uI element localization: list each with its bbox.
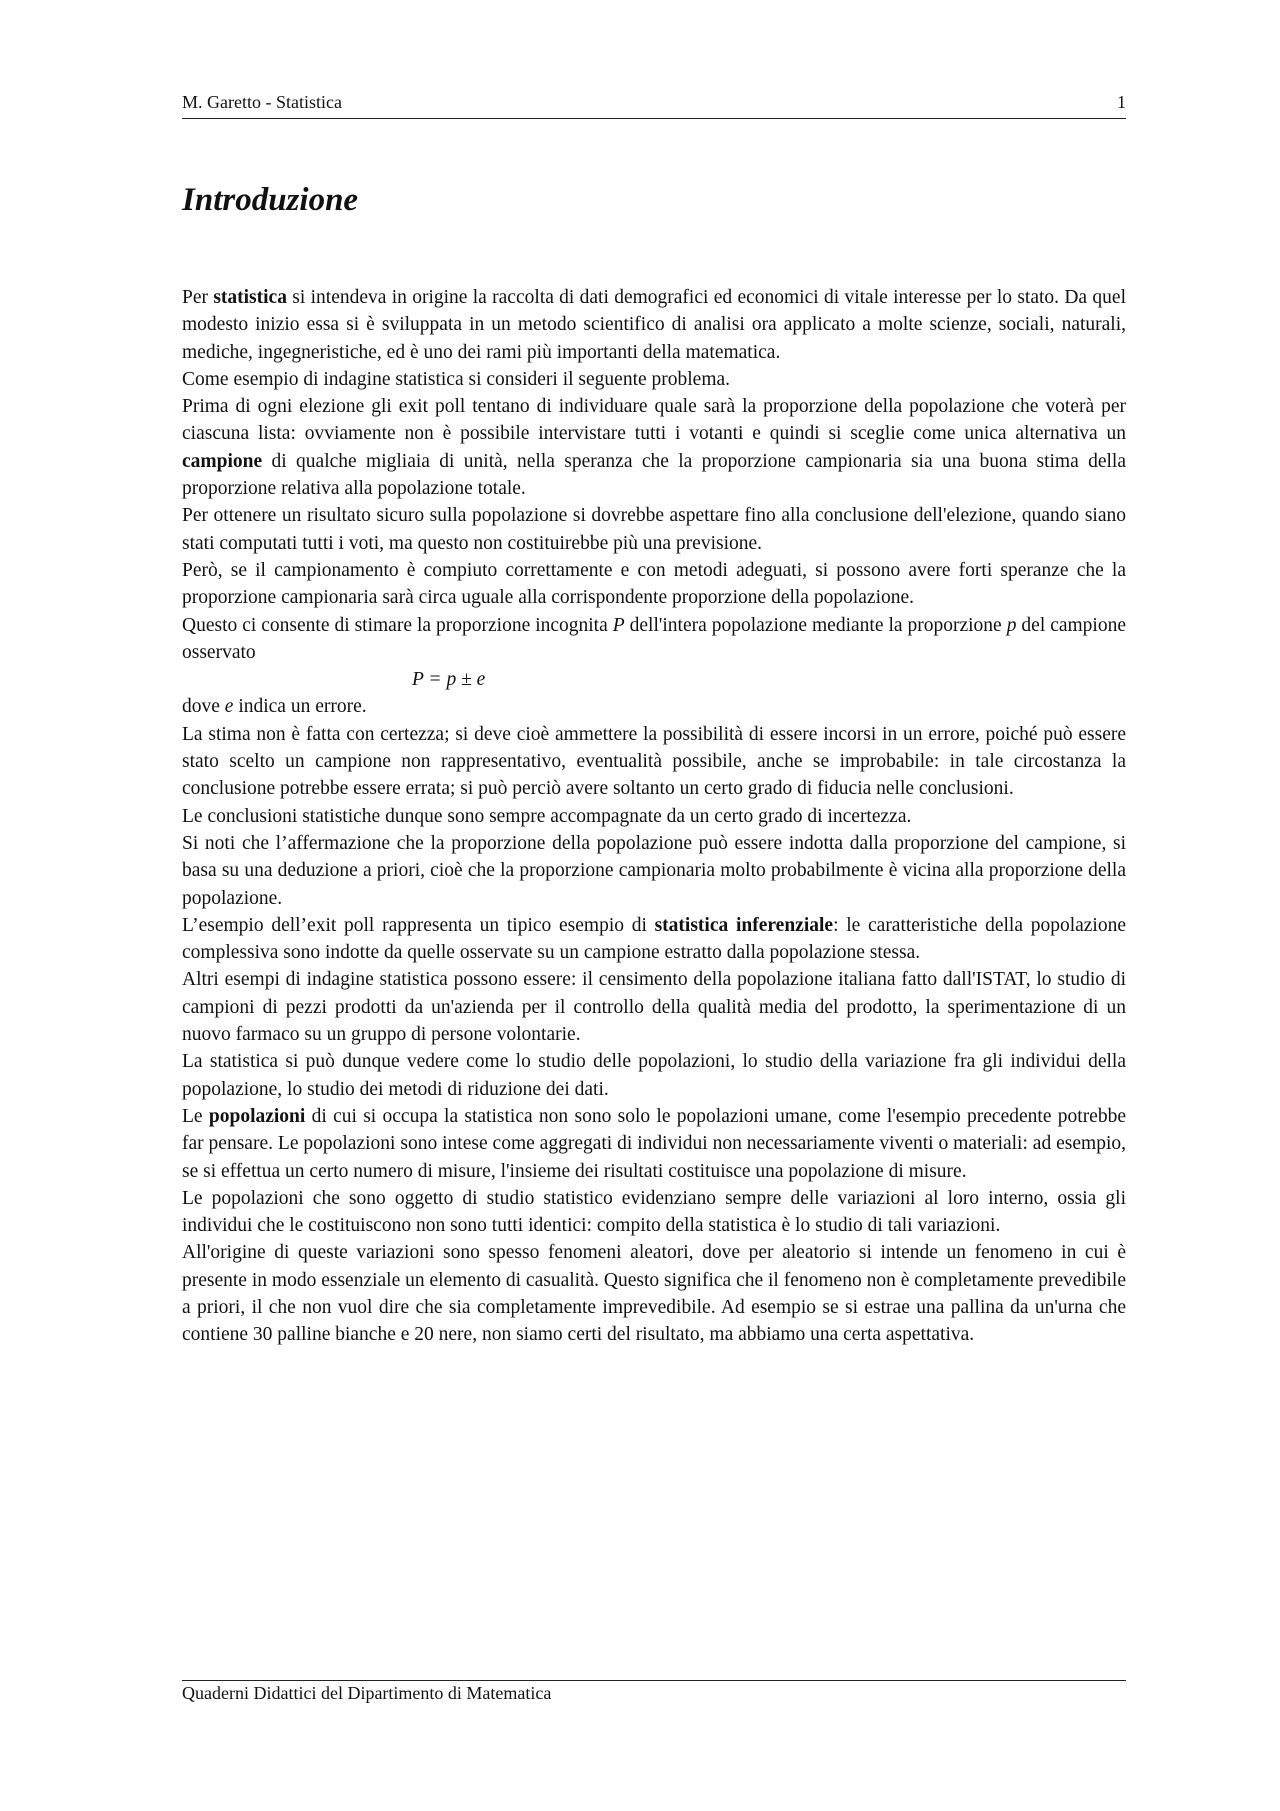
page-footer: Quaderni Didattici del Dipartimento di Matematica: [182, 1680, 1126, 1704]
formula: P = p ± e: [412, 669, 486, 691]
paragraph: Le conclusioni statistiche dunque sono sempre accompagnate da un certo grado di incertezza.: [182, 805, 912, 827]
document-body: [182, 284, 1126, 1349]
paragraph: Prima di ogni elezione gli exit poll tentano di individuare quale sarà la proporzione della popolazione che voterà per ciascuna lista: ovviamente non è possibile intervistare tutti i votanti e quindi si sceglie come unica alternativa un campione di qualche migliaia di unità, nella speranza che la proporzione campionaria sia una buona stima della proporzione relativa alla popolazione totale.: [182, 396, 1126, 500]
paragraph: Però, se il campionamento è compiuto correttamente e con metodi adeguati, si possono avere forti speranze che la proporzione campionaria sarà circa uguale alla corrispondente proporzione della popolazione.: [182, 559, 1126, 609]
term-statistica: statistica: [213, 287, 287, 308]
paragraph: Per statistica si intendeva in origine la raccolta di dati demografici ed economici di vitale interesse per lo stato. Da quel modesto inizio essa si è sviluppata in un metodo scientifico di analisi ora applicato a molte scienze, sociali, naturali, mediche, ingegneristiche, ed è uno dei rami più importanti della matematica.: [182, 287, 1126, 363]
paragraph: La statistica si può dunque vedere come lo studio delle popolazioni, lo studio della variazione fra gli individui della popolazione, lo studio dei metodi di riduzione dei dati.: [182, 1051, 1126, 1100]
paragraph: Come esempio di indagine statistica si consideri il seguente problema.: [182, 368, 731, 390]
page-header: [182, 92, 1126, 119]
term-popolazioni: popolazioni: [208, 1105, 306, 1127]
paragraph: La stima non è fatta con certezza; si deve cioè ammettere la possibilità di essere incorsi in un errore, poiché può essere stato scelto un campione non rappresentativo, eventualità possibile, anche se improbabile: in tale circostanza la conclusione potrebbe essere errata; si può perciò avere soltanto un certo grado di fiducia nelle conclusioni.: [182, 723, 1126, 800]
paragraph: dove e indica un errore.: [182, 696, 367, 718]
paragraph: Si noti che l’affermazione che la proporzione della popolazione può essere indotta dalla proporzione del campione, si basa su una deduzione a priori, cioè che la proporzione campionaria molto probabilmente è vicina alla proporzione della popolazione.: [182, 832, 1126, 909]
section-title: Introduzione: [182, 182, 359, 218]
paragraph: All'origine di queste variazioni sono spesso fenomeni aleatori, dove per aleatorio si intende un fenomeno in cui è presente in modo essenziale un elemento di casualità. Questo significa che il fenomeno non è completamente prevedibile a priori, il che non vuol dire che sia completamente imprevedibile. Ad esempio se si estrae una pallina da un'urna che contiene 30 palline bianche e 20 nere, non siamo certi del risultato, ma abbiamo una certa aspettativa.: [182, 1242, 1126, 1346]
page-number: 1: [1117, 92, 1126, 112]
header-author-title: M. Garetto - Statistica: [182, 92, 342, 112]
paragraph: Le popolazioni che sono oggetto di studio statistico evidenziano sempre delle variazioni al loro interno, ossia gli individui che le costituiscono non sono tutti identici: compito della statistica è lo studio di tali variazioni.: [182, 1187, 1126, 1237]
paragraph: Altri esempi di indagine statistica possono essere: il censimento della popolazione italiana fatto dall'ISTAT, lo studio di campioni di pezzi prodotti da un'azienda per il controllo della qualità media del prodotto, la sperimentazione di un nuovo farmaco su un gruppo di persone volontarie.: [182, 969, 1126, 1046]
term-statistica-inferenziale: statistica inferenziale: [654, 914, 834, 936]
paragraph: Questo ci consente di stimare la proporzione incognita P dell'intera popolazione mediante la proporzione p del campione osservato: [182, 614, 1127, 663]
paragraph: Per ottenere un risultato sicuro sulla popolazione si dovrebbe aspettare fino alla conclusione dell'elezione, quando siano stati computati tutti i voti, ma questo non costituirebbe più una previsione.: [182, 505, 1126, 554]
paragraph: L’esempio dell’exit poll rappresenta un tipico esempio di statistica inferenziale: le caratteristiche della popolazione complessiva sono indotte da quelle osservate su un campione estratto dalla popolazione stessa.: [182, 914, 1126, 964]
term-campione: campione: [182, 450, 263, 472]
paragraph: Le popolazioni di cui si occupa la statistica non sono solo le popolazioni umane, come l'esempio precedente potrebbe far pensare. Le popolazioni sono intese come aggregati di individui non necessariamente viventi o materiali: ad esempio, se si effettua un certo numero di misure, l'insieme dei risultati costituisce una popolazione di misure.: [182, 1105, 1126, 1182]
